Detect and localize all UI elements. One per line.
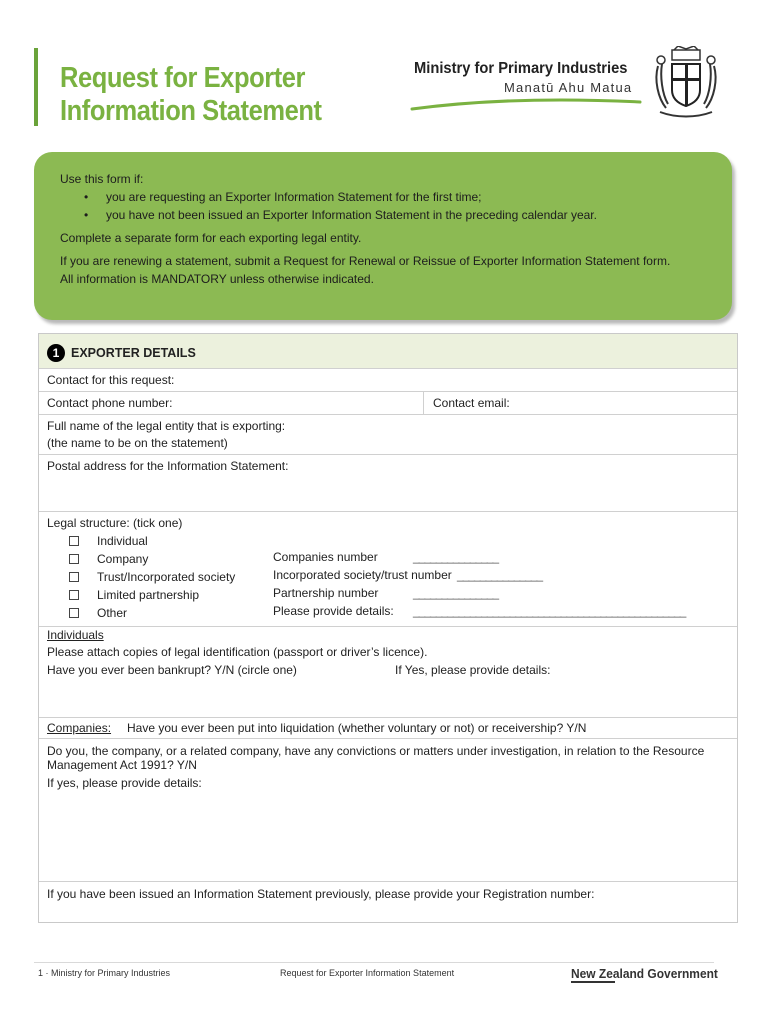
bankrupt-question: Have you ever been bankrupt? Y/N (circle one) <box>47 663 297 677</box>
number-one-circle-icon: 1 <box>47 344 65 362</box>
title-accent-bar <box>34 48 38 126</box>
legal-structure-section: Legal structure: (tick one) Individual Company Trust/Incorporated society Limited partnership Other Companies number _______________ Incorporated society/trust number _______________ Partnership number _______________ Please provide details: ________________________________________________ <box>39 512 737 627</box>
partnership-number-label: Partnership number <box>273 586 379 600</box>
convictions-details-label: If yes, please provide details: <box>47 776 202 790</box>
nz-coat-of-arms-icon <box>652 46 720 118</box>
companies-number-field[interactable]: _______________ <box>413 550 499 564</box>
footer-form-name: Request for Exporter Information Statement <box>280 968 455 978</box>
incorporated-number-field[interactable]: _______________ <box>457 568 543 582</box>
page-title <box>60 62 322 128</box>
ministry-swoosh-icon <box>410 96 642 112</box>
nz-government-logo: New Zealand Government <box>571 966 718 981</box>
bankrupt-details-label: If Yes, please provide details: <box>395 663 551 677</box>
other-details-label: Please provide details: <box>273 604 394 618</box>
individuals-heading: Individuals <box>47 628 104 642</box>
companies-number-label: Companies number <box>273 550 378 564</box>
companies-heading: Companies: <box>47 721 112 735</box>
checkbox-icon[interactable] <box>69 608 79 618</box>
legal-structure-label: Legal structure: (tick one) <box>47 516 183 530</box>
other-details-field[interactable]: ________________________________________________ <box>413 604 686 618</box>
partnership-number-field[interactable]: _______________ <box>413 586 499 600</box>
instructions-renewing: If you are renewing a statement, submit a Request for Renewal or Reissue of Exporter Information Statement form. <box>60 254 671 268</box>
checkbox-icon[interactable] <box>69 554 79 564</box>
attach-id-note: Please attach copies of legal identification (passport or driver’s licence). <box>47 645 428 659</box>
instructions-mandatory: All information is MANDATORY unless otherwise indicated. <box>60 272 374 286</box>
companies-liquidation-row[interactable] <box>39 718 737 739</box>
checkbox-icon[interactable] <box>69 572 79 582</box>
legal-name-label: Full name of the legal entity that is exporting: <box>47 419 286 433</box>
instructions-lead: Use this form if: <box>60 172 144 186</box>
ministry-name: Ministry for Primary Industries <box>414 60 628 77</box>
registration-number-label: If you have been issued an Information Statement previously, please provide your Registration number: <box>47 887 595 901</box>
checkbox-icon[interactable] <box>69 536 79 546</box>
contact-request-field[interactable] <box>39 368 737 392</box>
footer-divider <box>34 962 714 963</box>
postal-address-label: Postal address for the Information Statement: <box>47 459 289 473</box>
exporter-details-form <box>38 333 738 923</box>
nz-government-logo-underline <box>571 981 615 983</box>
registration-number-field[interactable] <box>39 882 737 921</box>
individuals-section <box>39 627 737 718</box>
ministry-maori-name: Manatū Ahu Matua <box>504 80 633 95</box>
contact-phone-field[interactable] <box>39 392 423 414</box>
section-title: EXPORTER DETAILS <box>71 346 196 360</box>
contact-row <box>39 392 737 415</box>
contact-email-field[interactable] <box>424 392 737 414</box>
section-header <box>39 334 737 369</box>
contact-request-label: Contact for this request: <box>47 373 175 387</box>
contact-phone-label: Contact phone number: <box>47 396 173 410</box>
bankrupt-details-field[interactable] <box>395 679 725 713</box>
convictions-question-line-1: Do you, the company, or a related company, have any convictions or matters under investigation, in relation to the Resource <box>47 744 705 758</box>
legal-name-field[interactable] <box>39 415 737 455</box>
postal-address-field[interactable] <box>39 455 737 512</box>
footer-page-info: 1 · Ministry for Primary Industries <box>38 968 171 978</box>
convictions-question-line-2: Management Act 1991? Y/N <box>47 758 197 772</box>
convictions-section[interactable] <box>39 739 737 882</box>
instructions-bullet-1: • you are requesting an Exporter Information Statement for the first time; <box>60 188 710 206</box>
instructions-panel <box>34 152 732 320</box>
contact-email-label: Contact email: <box>433 396 510 410</box>
title-line-1: Request for Exporter <box>60 62 306 94</box>
liquidation-question: Have you ever been put into liquidation (whether voluntary or not) or receivership? Y/N <box>127 721 587 735</box>
incorporated-number-label: Incorporated society/trust number <box>273 568 452 582</box>
instructions-bullet-2: • you have not been issued an Exporter Information Statement in the preceding calendar year. <box>60 206 710 224</box>
checkbox-icon[interactable] <box>69 590 79 600</box>
instructions-separate-form: Complete a separate form for each exporting legal entity. <box>60 231 362 245</box>
title-line-2: Information Statement <box>60 95 322 127</box>
legal-name-note: (the name to be on the statement) <box>47 436 228 450</box>
